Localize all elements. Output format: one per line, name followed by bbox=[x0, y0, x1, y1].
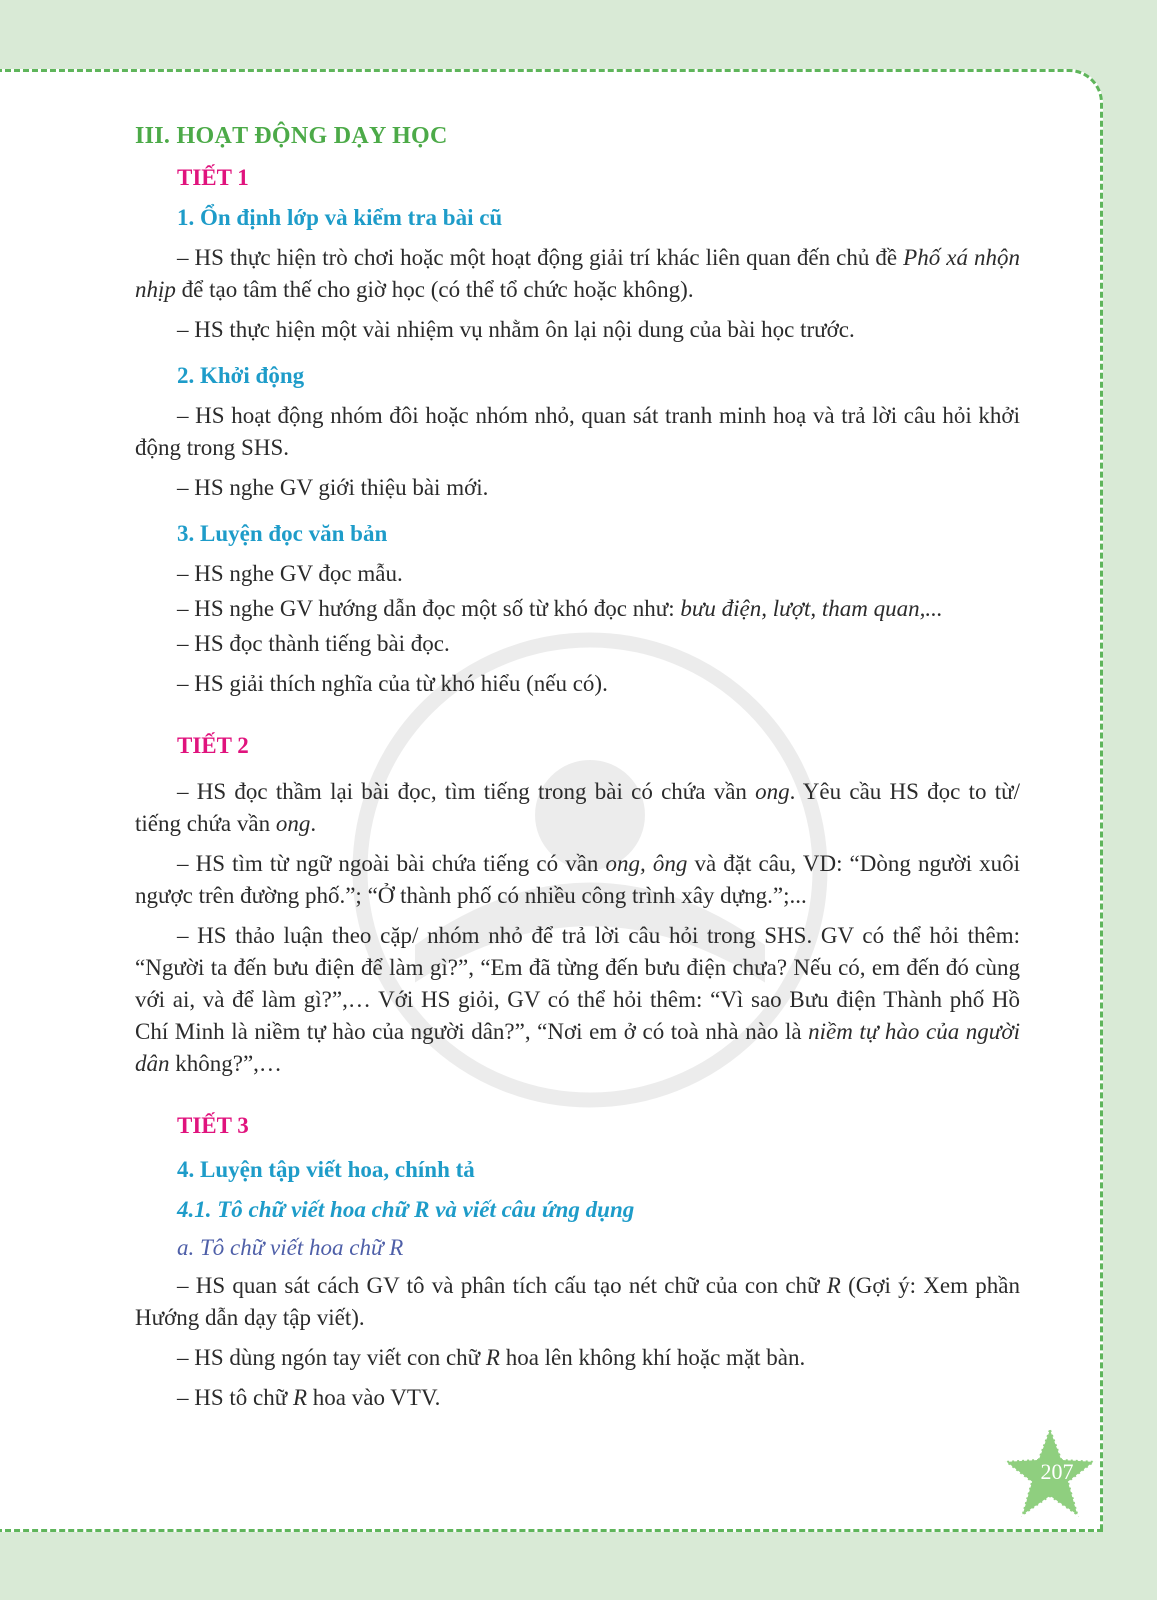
paragraph: – HS thảo luận theo cặp/ nhóm nhỏ để trả lời câu hỏi trong SHS. GV có thể hỏi thêm: “Người ta đến bưu điện để làm gì?”, “Em đã từng đến bưu điện chưa? Nếu có, em đến đó cùng với ai, và để làm gì?”,… Với HS giỏi, GV có thể hỏi thêm: “Vì sao Bưu điện Thành phố Hồ Chí Minh là niềm tự hào của người dân?”, “Nơi em ở có toà nhà nào là niềm tự hào của người dân không?”,… bbox=[135, 923, 1020, 1076]
paragraph: – HS nghe GV giới thiệu bài mới. bbox=[177, 475, 489, 500]
heading-luyen-doc: 3. Luyện đọc văn bản bbox=[177, 521, 388, 546]
paragraph: – HS nghe GV đọc mẫu. bbox=[177, 561, 403, 586]
paragraph: – HS đọc thầm lại bài đọc, tìm tiếng trong bài có chứa vần ong. Yêu cầu HS đọc to từ/ tiếng chứa vần ong. bbox=[135, 779, 1020, 836]
heading-on-dinh-lop: 1. Ổn định lớp và kiểm tra bài cũ bbox=[177, 205, 503, 230]
subheading-to-chu-hoa: 4.1. Tô chữ viết hoa chữ R và viết câu ứng dụng bbox=[177, 1197, 635, 1222]
paragraph: – HS nghe GV hướng dẫn đọc một số từ khó đọc như: bưu điện, lượt, tham quan,... bbox=[177, 596, 943, 621]
paragraph: – HS tô chữ R hoa vào VTV. bbox=[177, 1385, 441, 1410]
page-number: 207 bbox=[1040, 1459, 1074, 1484]
paragraph: – HS hoạt động nhóm đôi hoặc nhóm nhỏ, quan sát tranh minh hoạ và trả lời câu hỏi khởi động trong SHS. bbox=[135, 403, 1020, 460]
tiet-2-label: TIẾT 2 bbox=[177, 733, 249, 758]
paragraph: – HS quan sát cách GV tô và phân tích cấu tạo nét chữ của con chữ R (Gợi ý: Xem phần Hướng dẫn dạy tập viết). bbox=[135, 1273, 1020, 1330]
tiet-3-label: TIẾT 3 bbox=[177, 1113, 249, 1138]
section-title: III. HOẠT ĐỘNG DẠY HỌC bbox=[135, 123, 448, 149]
paragraph: – HS đọc thành tiếng bài đọc. bbox=[177, 631, 450, 656]
lesson-content bbox=[135, 120, 1020, 1422]
paragraph: – HS dùng ngón tay viết con chữ R hoa lên không khí hoặc mặt bàn. bbox=[177, 1345, 806, 1370]
subsubheading-to-chu-r: a. Tô chữ viết hoa chữ R bbox=[177, 1235, 404, 1260]
heading-khoi-dong: 2. Khởi động bbox=[177, 363, 305, 388]
tiet-1-label: TIẾT 1 bbox=[177, 165, 249, 190]
heading-luyen-tap-viet: 4. Luyện tập viết hoa, chính tả bbox=[177, 1157, 475, 1182]
paragraph: – HS thực hiện một vài nhiệm vụ nhằm ôn lại nội dung của bài học trước. bbox=[177, 317, 855, 342]
paragraph: – HS giải thích nghĩa của từ khó hiểu (nếu có). bbox=[177, 671, 608, 696]
paragraph: – HS tìm từ ngữ ngoài bài chứa tiếng có vần ong, ông và đặt câu, VD: “Dòng người xuôi ngược trên đường phố.”; “Ở thành phố có nhiều công trình xây dựng.”;... bbox=[135, 851, 1020, 908]
paragraph: – HS thực hiện trò chơi hoặc một hoạt động giải trí khác liên quan đến chủ đề Phố xá nhộn nhịp để tạo tâm thế cho giờ học (có thể tổ chức hoặc không). bbox=[135, 245, 1020, 302]
